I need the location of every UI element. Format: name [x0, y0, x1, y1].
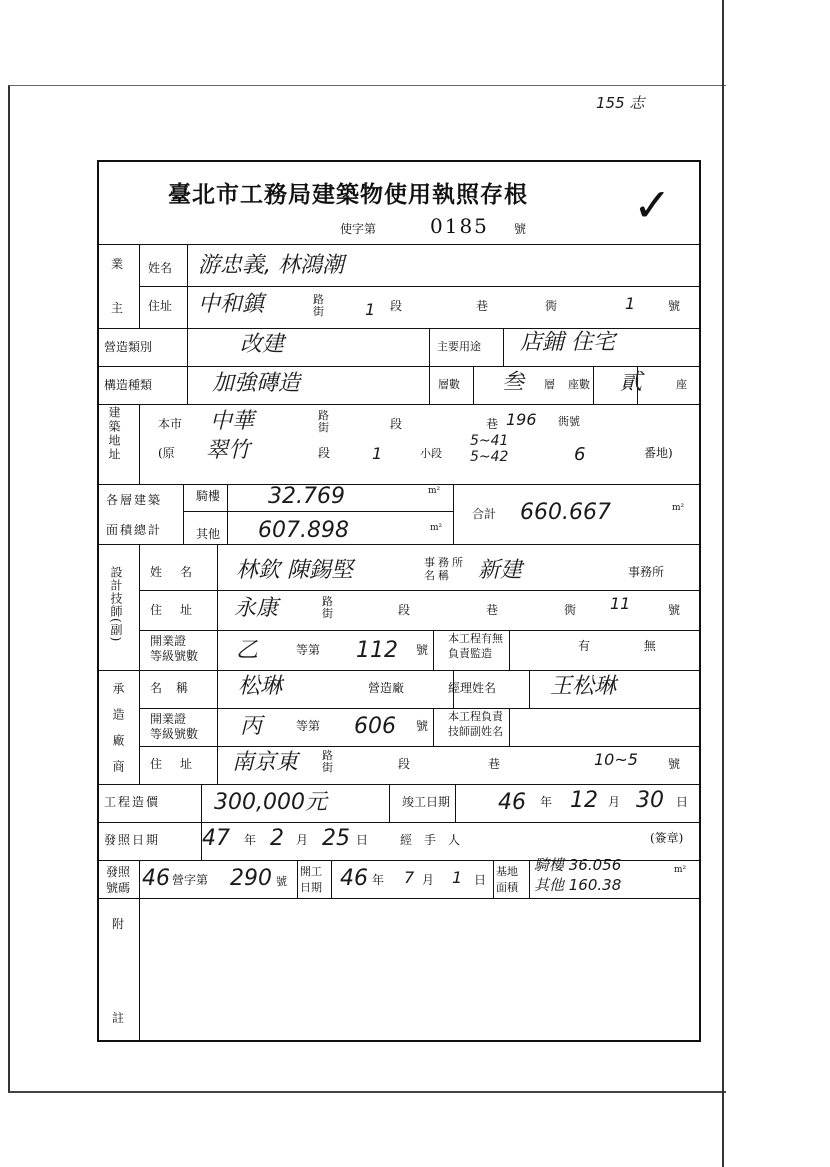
balcony-label: 騎樓: [196, 489, 221, 503]
floors-label: 層數: [438, 378, 460, 391]
start-day-label: 日: [474, 873, 487, 887]
owner-name-value: 游忠義, 林鴻潮: [198, 253, 344, 278]
contractor-number-label: 號: [668, 757, 681, 771]
rule: [429, 366, 430, 404]
rule: [99, 404, 699, 405]
start-year: 46: [340, 866, 368, 891]
contractor-license-grade: 丙: [240, 714, 263, 739]
site-sub-duan-label: 小段: [420, 447, 442, 460]
issue-date-label: 發照日期: [104, 833, 161, 847]
rule: [99, 822, 699, 823]
rule: [183, 511, 453, 512]
designer-license-label-1: 開業證: [150, 634, 187, 648]
contractor-engineer-label-1: 本工程負責: [448, 710, 503, 723]
rule: [453, 484, 454, 544]
owner-name-label: 姓名: [148, 261, 173, 275]
contractor-name-label: 名稱: [150, 681, 203, 695]
start-day: 1: [452, 868, 463, 887]
cost-value: 300,000元: [214, 790, 327, 815]
site-city-label: 本市: [158, 417, 183, 431]
rule: [139, 590, 699, 591]
site-duan-label: 段: [390, 417, 403, 431]
designer-grade-label: 等第: [296, 643, 321, 657]
rule: [593, 366, 594, 404]
site-lot-value-3: 6: [574, 444, 586, 465]
issue-month: 2: [270, 826, 284, 851]
site-road-value: 中華: [210, 409, 255, 434]
owner-address-label: 住址: [148, 299, 173, 313]
structure-type-value: 加強磚造: [212, 371, 301, 396]
rule: [217, 544, 218, 784]
page-edge-line: [722, 0, 724, 1167]
site-number-label: 衖號: [558, 415, 580, 428]
rule: [139, 404, 140, 484]
completion-year: 46: [498, 790, 526, 815]
permit-label-1: 發照: [106, 865, 131, 879]
structure-type-label: 構造種類: [104, 378, 153, 392]
contractor-engineer-label-2: 技師副姓名: [448, 725, 503, 738]
other-label: 其他: [196, 527, 221, 541]
rule: [99, 670, 699, 671]
contractor-name-value: 松琳: [238, 674, 283, 699]
designer-name-value: 林欽 陳錫堅: [236, 558, 353, 583]
contractor-manager-value: 王松琳: [550, 674, 617, 699]
start-month: 7: [404, 868, 415, 887]
rule: [187, 244, 188, 328]
completion-day-label: 日: [676, 795, 689, 809]
rule: [455, 784, 456, 822]
owner-section-label: 段: [390, 299, 403, 313]
start-year-label: 年: [372, 873, 385, 887]
permit-mid-label: 營字第: [172, 873, 209, 887]
blocks-label: 座數: [568, 378, 590, 391]
site-lane-value: 196: [506, 410, 537, 429]
issue-day: 25: [322, 826, 350, 851]
rule: [509, 708, 510, 746]
floor-area-label-2: 面積總計: [106, 523, 163, 537]
rule: [99, 484, 699, 485]
site-orig-label: (原: [158, 446, 175, 460]
designer-section-label: 設計技師(副): [109, 566, 123, 643]
site-orig-value: 翠竹: [206, 438, 251, 463]
seal-label: (簽章): [650, 831, 684, 845]
site-section-label: 建築地址: [107, 406, 121, 462]
rule: [433, 708, 434, 746]
main-use-label: 主要用途: [437, 340, 481, 353]
contractor-license-suffix: 號: [416, 719, 429, 733]
designer-duan-label: 段: [398, 603, 411, 617]
blocks-value: 貳: [620, 370, 643, 395]
balcony-value: 32.769: [268, 484, 345, 509]
designer-license-grade: 乙: [236, 638, 259, 663]
completion-month-label: 月: [608, 795, 621, 809]
completion-day: 30: [636, 788, 664, 813]
designer-supervise-value: 有 無: [578, 639, 656, 653]
rule: [139, 746, 699, 747]
base-area-label-2: 面積: [496, 881, 518, 894]
permit-prefix: 46: [142, 866, 170, 891]
start-date-label-2: 日期: [300, 881, 322, 894]
designer-lane-label: 巷: [486, 603, 499, 617]
designer-supervise-label-2: 負責監造: [448, 647, 492, 660]
rule: [139, 860, 140, 898]
blocks-unit: 座: [676, 378, 687, 391]
construction-type-label: 營造類別: [104, 340, 153, 354]
site-lot-label: 番地): [644, 446, 673, 460]
rule: [493, 860, 494, 898]
rule: [139, 898, 140, 1040]
site-orig-duan-value: 1: [372, 444, 383, 463]
owner-lane-label: 巷: [476, 299, 489, 313]
contractor-lane-label: 巷: [488, 757, 501, 771]
contractor-manager-label: 經理姓名: [448, 681, 497, 695]
remarks-label-top: 附: [112, 917, 125, 931]
permit-number: 290: [230, 866, 272, 891]
rule: [473, 366, 474, 404]
other-unit: m²: [430, 523, 443, 533]
contractor-road-label: 路街: [322, 749, 333, 774]
check-mark-icon: ✓: [633, 178, 672, 232]
owner-road-label: 路街: [313, 293, 324, 318]
rule: [331, 860, 332, 898]
contractor-grade-label: 等第: [296, 719, 321, 733]
main-use-value: 店鋪 住宅: [520, 330, 615, 355]
owner-address-value: 中和鎮: [198, 292, 265, 317]
designer-license-number: 112: [356, 638, 398, 663]
designer-name-label: 姓名: [150, 565, 211, 579]
corner-note: 155 志: [596, 94, 645, 112]
rule: [297, 860, 298, 898]
base-area-unit: m²: [674, 865, 687, 875]
designer-license-suffix: 號: [416, 643, 429, 657]
site-lot-value-1: 5~41: [470, 433, 509, 449]
rule: [99, 244, 699, 245]
serial-prefix: 使字第: [340, 222, 377, 236]
floors-value: 叁: [502, 370, 525, 395]
completion-date-label: 竣工日期: [402, 795, 451, 809]
rule: [503, 328, 504, 366]
rule: [139, 244, 140, 328]
rule: [187, 328, 188, 404]
permit-label-2: 號碼: [106, 881, 131, 895]
contractor-address-label: 住址: [150, 757, 211, 771]
issue-day-label: 日: [356, 833, 369, 847]
cost-label: 工程造價: [104, 795, 161, 809]
designer-license-label-2: 等級號數: [150, 649, 199, 663]
serial-suffix: 號: [514, 222, 527, 236]
rule: [99, 544, 699, 545]
designer-office-value: 新建: [478, 558, 523, 583]
total-unit: m²: [672, 503, 685, 513]
owner-section-number: 1: [365, 300, 376, 319]
rule: [99, 784, 699, 785]
site-road-label: 路街: [318, 409, 329, 434]
rule: [99, 366, 699, 367]
designer-supervise-label-1: 本工程有無: [448, 632, 503, 645]
contractor-house-number: 10~5: [594, 750, 638, 769]
issue-month-label: 月: [296, 833, 309, 847]
rule: [183, 484, 184, 544]
site-lane-label: 巷: [486, 417, 499, 431]
rule: [99, 328, 699, 329]
designer-number-label: 號: [668, 603, 681, 617]
contractor-section-label: 承造廠商: [111, 682, 125, 786]
site-orig-duan-label: 段: [318, 446, 331, 460]
designer-alley-label: 衖: [564, 603, 577, 617]
rule: [227, 484, 228, 544]
rule: [509, 630, 510, 670]
designer-address-value: 永康: [234, 596, 279, 621]
total-value: 660.667: [520, 500, 611, 525]
issue-year-label: 年: [244, 833, 257, 847]
contractor-license-label-2: 等級號數: [150, 727, 199, 741]
contractor-license-label-1: 開業證: [150, 712, 187, 726]
designer-road-label: 路街: [322, 595, 333, 620]
page-title: 臺北市工務局建築物使用執照存根: [168, 181, 528, 208]
rule: [139, 544, 140, 784]
site-lot-value-2: 5~42: [470, 449, 509, 465]
owner-number-label: 號: [668, 299, 681, 313]
other-value: 607.898: [258, 518, 349, 543]
designer-address-label: 住址: [150, 603, 211, 617]
designer-office-suffix: 事務所: [628, 565, 665, 579]
rule: [99, 898, 699, 899]
base-area-value-2: 其他 160.38: [534, 876, 622, 894]
total-label: 合計: [472, 507, 497, 521]
handler-label: 經手人: [400, 833, 473, 847]
floor-area-label-1: 各層建築: [106, 493, 163, 507]
owner-house-number: 1: [625, 294, 636, 313]
owner-section-top: 業: [111, 257, 124, 271]
start-month-label: 月: [422, 873, 435, 887]
base-area-label-1: 基地: [496, 865, 518, 878]
start-date-label-1: 開工: [300, 865, 322, 878]
rule: [139, 630, 699, 631]
serial-number: 0185: [430, 214, 489, 238]
rule: [389, 784, 390, 822]
designer-house-number: 11: [610, 594, 631, 613]
rule: [529, 670, 530, 708]
permit-suffix: 號: [276, 875, 287, 888]
base-area-value-1: 騎樓 36.056: [534, 856, 622, 874]
floors-unit: 層: [544, 378, 555, 391]
issue-year: 47: [202, 826, 230, 851]
completion-month: 12: [570, 788, 598, 813]
designer-office-label: 事務所名稱: [424, 556, 466, 582]
rule: [139, 708, 699, 709]
contractor-address-value: 南京東: [232, 750, 299, 775]
construction-type-value: 改建: [240, 332, 285, 357]
contractor-license-number: 606: [354, 714, 396, 739]
owner-section-bottom: 主: [111, 301, 124, 315]
rule: [201, 784, 202, 822]
rule: [139, 286, 699, 287]
contractor-duan-label: 段: [398, 757, 411, 771]
rule: [429, 328, 430, 366]
balcony-unit: m²: [428, 486, 441, 496]
contractor-name-suffix: 營造廠: [368, 681, 405, 695]
owner-alley-label: 衖: [545, 299, 558, 313]
completion-year-label: 年: [540, 795, 553, 809]
rule: [529, 860, 530, 898]
remarks-label-bottom: 註: [112, 1011, 125, 1025]
rule: [433, 630, 434, 670]
